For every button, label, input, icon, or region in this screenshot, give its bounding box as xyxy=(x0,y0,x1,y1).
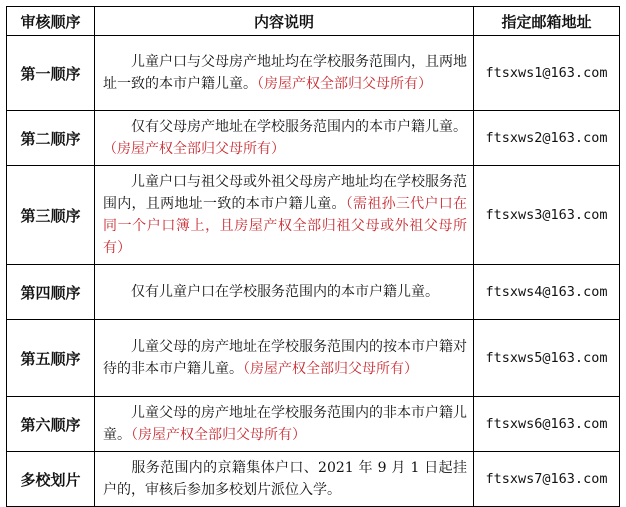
row-description-text: 儿童父母的房产地址在学校服务范围内的按本市户籍对待的非本市户籍儿童。 xyxy=(103,339,467,377)
row-description-note: （房屋产权全部归父母所有） xyxy=(131,427,306,443)
row-description xyxy=(95,452,474,507)
row-description-text: 儿童户口与父母房产地址均在学校服务范围内，且两地址一致的本市户籍儿童。 xyxy=(103,54,467,92)
table-row xyxy=(7,397,620,452)
row-description xyxy=(95,111,474,166)
row-order-label: 第六顺序 xyxy=(7,397,95,452)
row-description xyxy=(95,36,474,111)
row-order-label: 第五顺序 xyxy=(7,320,95,397)
row-description xyxy=(95,320,474,397)
row-description-text: 服务范围内的京籍集体户口、2021 年 9 月 1 日起挂户的，审核后参加多校划片派位入学。 xyxy=(103,460,467,498)
row-order-label: 第四顺序 xyxy=(7,265,95,320)
row-description-text: 儿童户口与祖父母或外祖父母房产地址均在学校服务范围内，且两地址一致的本市户籍儿童。 xyxy=(103,174,467,212)
row-email-address[interactable]: ftsxws1@163.com xyxy=(474,36,620,111)
row-email-address[interactable]: ftsxws4@163.com xyxy=(474,265,620,320)
row-email-address[interactable]: ftsxws2@163.com xyxy=(474,111,620,166)
row-description-note: （房屋产权全部归父母所有） xyxy=(103,141,285,157)
table-row xyxy=(7,111,620,166)
row-description-note: （需祖孙三代户口在同一个户口簿上，且房屋产权全部归祖父母或外祖父母所有） xyxy=(103,196,468,256)
table-row xyxy=(7,265,620,320)
row-description xyxy=(95,166,474,265)
row-description xyxy=(95,397,474,452)
row-description-text: 儿童父母的房产地址在学校服务范围内的非本市户籍儿童。 xyxy=(103,405,467,443)
admission-order-table-container xyxy=(6,6,619,507)
row-order-label: 多校划片 xyxy=(7,452,95,507)
row-description-note: （房屋产权全部归父母所有） xyxy=(257,76,432,92)
admission-order-table xyxy=(6,6,620,507)
table-header-row xyxy=(7,7,620,36)
row-description xyxy=(95,265,474,320)
row-order-label: 第一顺序 xyxy=(7,36,95,111)
row-order-label: 第三顺序 xyxy=(7,166,95,265)
table-row xyxy=(7,166,620,265)
row-description-text: 仅有父母房产地址在学校服务范围内的本市户籍儿童。 xyxy=(131,119,467,135)
row-email-address[interactable]: ftsxws3@163.com xyxy=(474,166,620,265)
row-description-text: 仅有儿童户口在学校服务范围内的本市户籍儿童。 xyxy=(131,284,439,300)
row-order-label: 第二顺序 xyxy=(7,111,95,166)
row-email-address[interactable]: ftsxws7@163.com xyxy=(474,452,620,507)
row-email-address[interactable]: ftsxws5@163.com xyxy=(474,320,620,397)
header-designated-email: 指定邮箱地址 xyxy=(474,7,620,36)
table-row xyxy=(7,36,620,111)
table-row xyxy=(7,452,620,507)
table-row xyxy=(7,320,620,397)
header-content-description: 内容说明 xyxy=(95,7,474,36)
row-email-address[interactable]: ftsxws6@163.com xyxy=(474,397,620,452)
row-description-note: （房屋产权全部归父母所有） xyxy=(243,361,418,377)
header-review-order: 审核顺序 xyxy=(7,7,95,36)
